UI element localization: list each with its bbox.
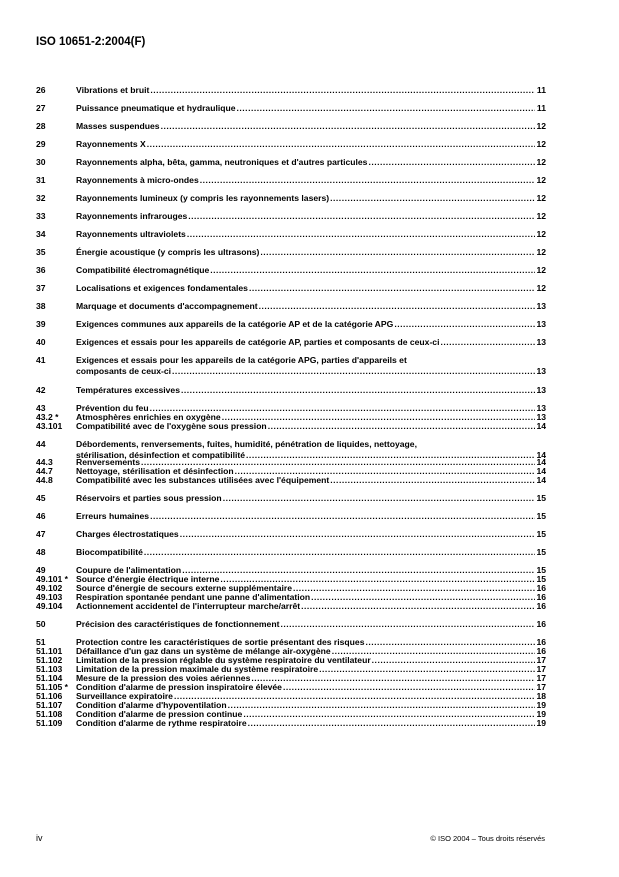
toc-entry[interactable]	[36, 175, 546, 186]
toc-entry-page: 14	[536, 421, 546, 431]
toc-entry-title: Énergie acoustique (y compris les ultrasons)	[76, 247, 260, 257]
toc-entry-title: Rayonnements X	[76, 139, 146, 149]
toc-leader-dots	[200, 175, 535, 186]
toc-entry[interactable]	[36, 547, 546, 558]
toc-entry-number: 49.101 *	[36, 574, 69, 584]
toc-entry-number: 46	[36, 511, 46, 521]
toc-entry-number: 36	[36, 265, 46, 275]
toc-entry-page: 16	[536, 646, 546, 656]
toc-entry-number: 28	[36, 121, 46, 131]
toc-entry-page: 12	[536, 229, 546, 239]
toc-entry-title: Source d'énergie de secours externe supplémentaire	[76, 583, 293, 593]
toc-entry[interactable]	[36, 619, 546, 630]
toc-entry-title: Renversements	[76, 457, 141, 467]
toc-entry-title: Condition d'alarme de pression inspiratoire élevée	[76, 682, 282, 692]
toc-entry-title: Rayonnements alpha, bêta, gamma, neutroniques et d'autres particules	[76, 157, 368, 167]
toc-entry-page: 12	[536, 265, 546, 275]
toc-entry-title: Réservoirs et parties sous pression	[76, 493, 222, 503]
toc-entry-number: 51.102	[36, 655, 63, 665]
toc-entry-title: Charges électrostatiques	[76, 529, 179, 539]
toc-entry-number: 44.7	[36, 466, 53, 476]
toc-entry-title: Biocompatibilité	[76, 547, 143, 557]
toc-entry[interactable]	[36, 139, 546, 150]
toc-entry-page: 16	[536, 601, 546, 611]
toc-entry-title: Compatibilité avec de l'oxygène sous pression	[76, 421, 267, 431]
toc-entry-page: 19	[536, 709, 546, 719]
toc-entry-title: Respiration spontanée pendant une panne d'alimentation	[76, 592, 311, 602]
toc-entry-page: 14	[536, 466, 546, 476]
toc-entry-number: 33	[36, 211, 46, 221]
toc-leader-dots	[223, 493, 535, 504]
toc-entry[interactable]	[36, 265, 546, 276]
toc-entry[interactable]	[36, 157, 546, 168]
toc-entry-number: 42	[36, 385, 46, 395]
toc-entry-title: Vibrations et bruit	[76, 85, 150, 95]
toc-entry-title: Source d'énergie électrique interne	[76, 574, 220, 584]
toc-entry-number: 39	[36, 319, 46, 329]
toc-entry-title: Limitation de la pression maximale du système respiratoire	[76, 664, 319, 674]
toc-entry-page: 15	[536, 565, 546, 575]
toc-entry-number: 44.8	[36, 475, 53, 485]
toc-entry[interactable]	[36, 718, 546, 729]
toc-entry-number: 44.3	[36, 457, 53, 467]
toc-entry-page: 11	[536, 103, 546, 113]
toc-entry[interactable]	[36, 247, 546, 258]
toc-leader-dots	[249, 283, 535, 294]
toc-entry-number: 30	[36, 157, 46, 167]
toc-entry-number: 31	[36, 175, 46, 185]
toc-leader-dots	[187, 229, 535, 240]
toc-entry-page: 17	[536, 682, 546, 692]
toc-entry-number: 51.108	[36, 709, 63, 719]
toc-entry-page: 16	[536, 619, 546, 629]
toc-entry-number: 47	[36, 529, 46, 539]
toc-entry-page: 15	[536, 547, 546, 557]
toc-entry-page: 12	[536, 193, 546, 203]
toc-entry-page: 15	[536, 493, 546, 503]
toc-entry-title: Condition d'alarme de pression continue	[76, 709, 243, 719]
toc-entry-number: 27	[36, 103, 46, 113]
toc-entry-number: 49.103	[36, 592, 63, 602]
toc-entry-page: 12	[536, 157, 546, 167]
toc-entry-title: Mesure de la pression des voies aériennes	[76, 673, 251, 683]
toc-leader-dots	[188, 211, 535, 222]
toc-entry-title: Localisations et exigences fondamentales	[76, 283, 248, 293]
toc-entry[interactable]	[36, 193, 546, 204]
toc-leader-dots	[248, 718, 535, 729]
toc-entry-page: 11	[536, 85, 546, 95]
toc-leader-dots	[144, 547, 535, 558]
toc-leader-dots	[330, 475, 535, 486]
toc-entry-page: 12	[536, 121, 546, 131]
toc-entry[interactable]	[36, 601, 546, 612]
toc-entry-page: 15	[536, 511, 546, 521]
toc-leader-dots	[440, 337, 535, 348]
toc-entry-page: 13	[536, 319, 546, 329]
page-number: iv	[36, 833, 43, 843]
toc-entry[interactable]	[36, 283, 546, 294]
toc-entry-title: Rayonnements ultraviolets	[76, 229, 186, 239]
toc-entry-title: Masses suspendues	[76, 121, 160, 131]
toc-entry-title: Défaillance d'un gaz dans un système de mélange air-oxygène	[76, 646, 331, 656]
toc-entry-page: 16	[536, 637, 546, 647]
toc-entry-number: 38	[36, 301, 46, 311]
toc-entry-title: Limitation de la pression réglable du système respiratoire du ventilateur	[76, 655, 371, 665]
toc-entry-title: Exigences et essais pour les appareils de catégorie AP, parties et composants de ceux-ci	[76, 337, 440, 347]
toc-entry-title: Prévention du feu	[76, 403, 149, 413]
toc-entry-page: 12	[536, 211, 546, 221]
toc-entry[interactable]	[36, 511, 546, 522]
toc-entry-number: 45	[36, 493, 46, 503]
toc-entry-number: 43.101	[36, 421, 63, 431]
toc-entry-title: Rayonnements infrarouges	[76, 211, 188, 221]
toc-entry-page: 17	[536, 655, 546, 665]
toc-entry-title: Compatibilité électromagnétique	[76, 265, 210, 275]
toc-entry-page: 13	[536, 301, 546, 311]
toc-leader-dots	[301, 601, 535, 612]
toc-entry-page: 13	[536, 385, 546, 395]
toc-leader-dots	[259, 301, 535, 312]
toc-entry-page: 13	[536, 403, 546, 413]
toc-entry-page: 16	[536, 583, 546, 593]
toc-entry-title: Puissance pneumatique et hydraulique	[76, 103, 236, 113]
toc-entry[interactable]	[36, 301, 546, 312]
toc-entry-page: 17	[536, 673, 546, 683]
toc-leader-dots	[330, 193, 535, 204]
toc-leader-dots	[161, 121, 535, 132]
toc-entry-title: Débordements, renversements, fuites, humidité, pénétration de liquides, nettoyage,	[76, 439, 417, 449]
toc-entry[interactable]	[36, 355, 546, 376]
toc-entry-number: 32	[36, 193, 46, 203]
toc-leader-dots	[181, 385, 535, 396]
toc-entry-number: 40	[36, 337, 46, 347]
toc-entry-title: Condition d'alarme de rythme respiratoire	[76, 718, 247, 728]
toc-entry-title: Surveillance expiratoire	[76, 691, 173, 701]
toc-entry-title: Rayonnements lumineux (y compris les rayonnements lasers)	[76, 193, 330, 203]
toc-entry-page: 14	[536, 457, 546, 467]
toc-entry-number: 26	[36, 85, 46, 95]
toc-leader-dots	[210, 265, 535, 276]
toc-entry-title: Protection contre les caractéristiques de sortie présentant des risques	[76, 637, 365, 647]
toc-entry[interactable]	[36, 529, 546, 540]
toc-entry-number: 49.104	[36, 601, 63, 611]
document-id: ISO 10651-2:2004(F)	[36, 36, 146, 48]
toc-entry-page: 16	[536, 592, 546, 602]
toc-leader-dots	[172, 366, 535, 377]
toc-entry[interactable]	[36, 337, 546, 348]
toc-entry-page: 17	[536, 664, 546, 674]
toc-leader-dots	[147, 139, 535, 150]
toc-entry-page: 14	[536, 449, 546, 460]
toc-leader-dots	[280, 619, 535, 630]
toc-entry-title: Compatibilité avec les substances utilisées avec l'équipement	[76, 475, 330, 485]
toc-leader-dots	[237, 103, 535, 114]
toc-entry-page: 19	[536, 718, 546, 728]
toc-entry-page: 19	[536, 700, 546, 710]
toc-entry-title: Marquage et documents d'accompagnement	[76, 301, 258, 311]
toc-entry-title: Exigences et essais pour les appareils de la catégorie APG, parties d'appareils et	[76, 355, 407, 365]
toc-entry-page: 12	[536, 247, 546, 257]
toc-entry-page: 12	[536, 175, 546, 185]
toc-entry-number: 37	[36, 283, 46, 293]
toc-entry-page: 12	[536, 139, 546, 149]
toc-leader-dots	[368, 157, 535, 168]
toc-entry-number: 49.102	[36, 583, 63, 593]
toc-entry-number: 51.101	[36, 646, 63, 656]
toc-entry[interactable]	[36, 103, 546, 114]
toc-entry-title: Coupure de l'alimentation	[76, 565, 182, 575]
toc-leader-dots	[394, 319, 535, 330]
toc-entry[interactable]	[36, 475, 546, 486]
toc-entry-number: 50	[36, 619, 46, 629]
toc-entry-number: 51.104	[36, 673, 63, 683]
toc-entry-number: 41	[36, 355, 46, 365]
toc-entry-number: 49	[36, 565, 46, 575]
toc-entry-number: 29	[36, 139, 46, 149]
toc-entry-page: 15	[536, 574, 546, 584]
toc-entry[interactable]	[36, 385, 546, 396]
toc-entry-title-continued: composants de ceux-ci	[76, 365, 172, 376]
toc-entry[interactable]	[36, 421, 546, 432]
toc-entry[interactable]	[36, 211, 546, 222]
toc-leader-dots	[150, 85, 535, 96]
toc-entry-number: 51.106	[36, 691, 63, 701]
toc-entry[interactable]	[36, 85, 546, 96]
copyright-notice: © ISO 2004 – Tous droits réservés	[430, 834, 545, 843]
toc-leader-dots	[268, 421, 535, 432]
toc-entry-page: 14	[536, 475, 546, 485]
toc-entry-title: Exigences communes aux appareils de la catégorie AP et de la catégorie APG	[76, 319, 394, 329]
toc-entry-number: 48	[36, 547, 46, 557]
toc-entry-number: 35	[36, 247, 46, 257]
toc-entry-title: Condition d'alarme d'hypoventilation	[76, 700, 227, 710]
toc-entry[interactable]	[36, 121, 546, 132]
toc-entry-number: 43.2 *	[36, 412, 59, 422]
toc-entry-title: Précision des caractéristiques de fonctionnement	[76, 619, 280, 629]
toc-entry-page: 13	[536, 365, 546, 376]
toc-entry-number: 51.107	[36, 700, 63, 710]
toc-entry-number: 34	[36, 229, 46, 239]
toc-entry-page: 13	[536, 337, 546, 347]
toc-entry-number: 51.109	[36, 718, 63, 728]
toc-entry-title-continued: stérilisation, désinfection et compatibilité	[76, 449, 246, 460]
toc-entry[interactable]	[36, 493, 546, 504]
toc-entry-page: 13	[536, 412, 546, 422]
toc-leader-dots	[180, 529, 535, 540]
toc-entry-title: Températures excessives	[76, 385, 180, 395]
toc-entry-number: 51	[36, 637, 46, 647]
toc-leader-dots	[150, 511, 535, 522]
toc-entry-number: 43	[36, 403, 46, 413]
toc-entry-title: Rayonnements à micro-ondes	[76, 175, 199, 185]
toc-entry[interactable]	[36, 319, 546, 330]
toc-entry[interactable]	[36, 229, 546, 240]
toc-entry-title: Atmosphères enrichies en oxygène	[76, 412, 221, 422]
toc-entry-page: 18	[536, 691, 546, 701]
toc-entry-title: Erreurs humaines	[76, 511, 150, 521]
toc-entry-page: 15	[536, 529, 546, 539]
toc-entry-number: 51.103	[36, 664, 63, 674]
toc-entry-number: 51.105 *	[36, 682, 69, 692]
toc-entry-number: 44	[36, 439, 46, 449]
toc-entry-page: 12	[536, 283, 546, 293]
toc-entry-title: Actionnement accidentel de l'interrupteur marche/arrêt	[76, 601, 301, 611]
toc-leader-dots	[260, 247, 535, 258]
toc-entry-title: Nettoyage, stérilisation et désinfection	[76, 466, 234, 476]
